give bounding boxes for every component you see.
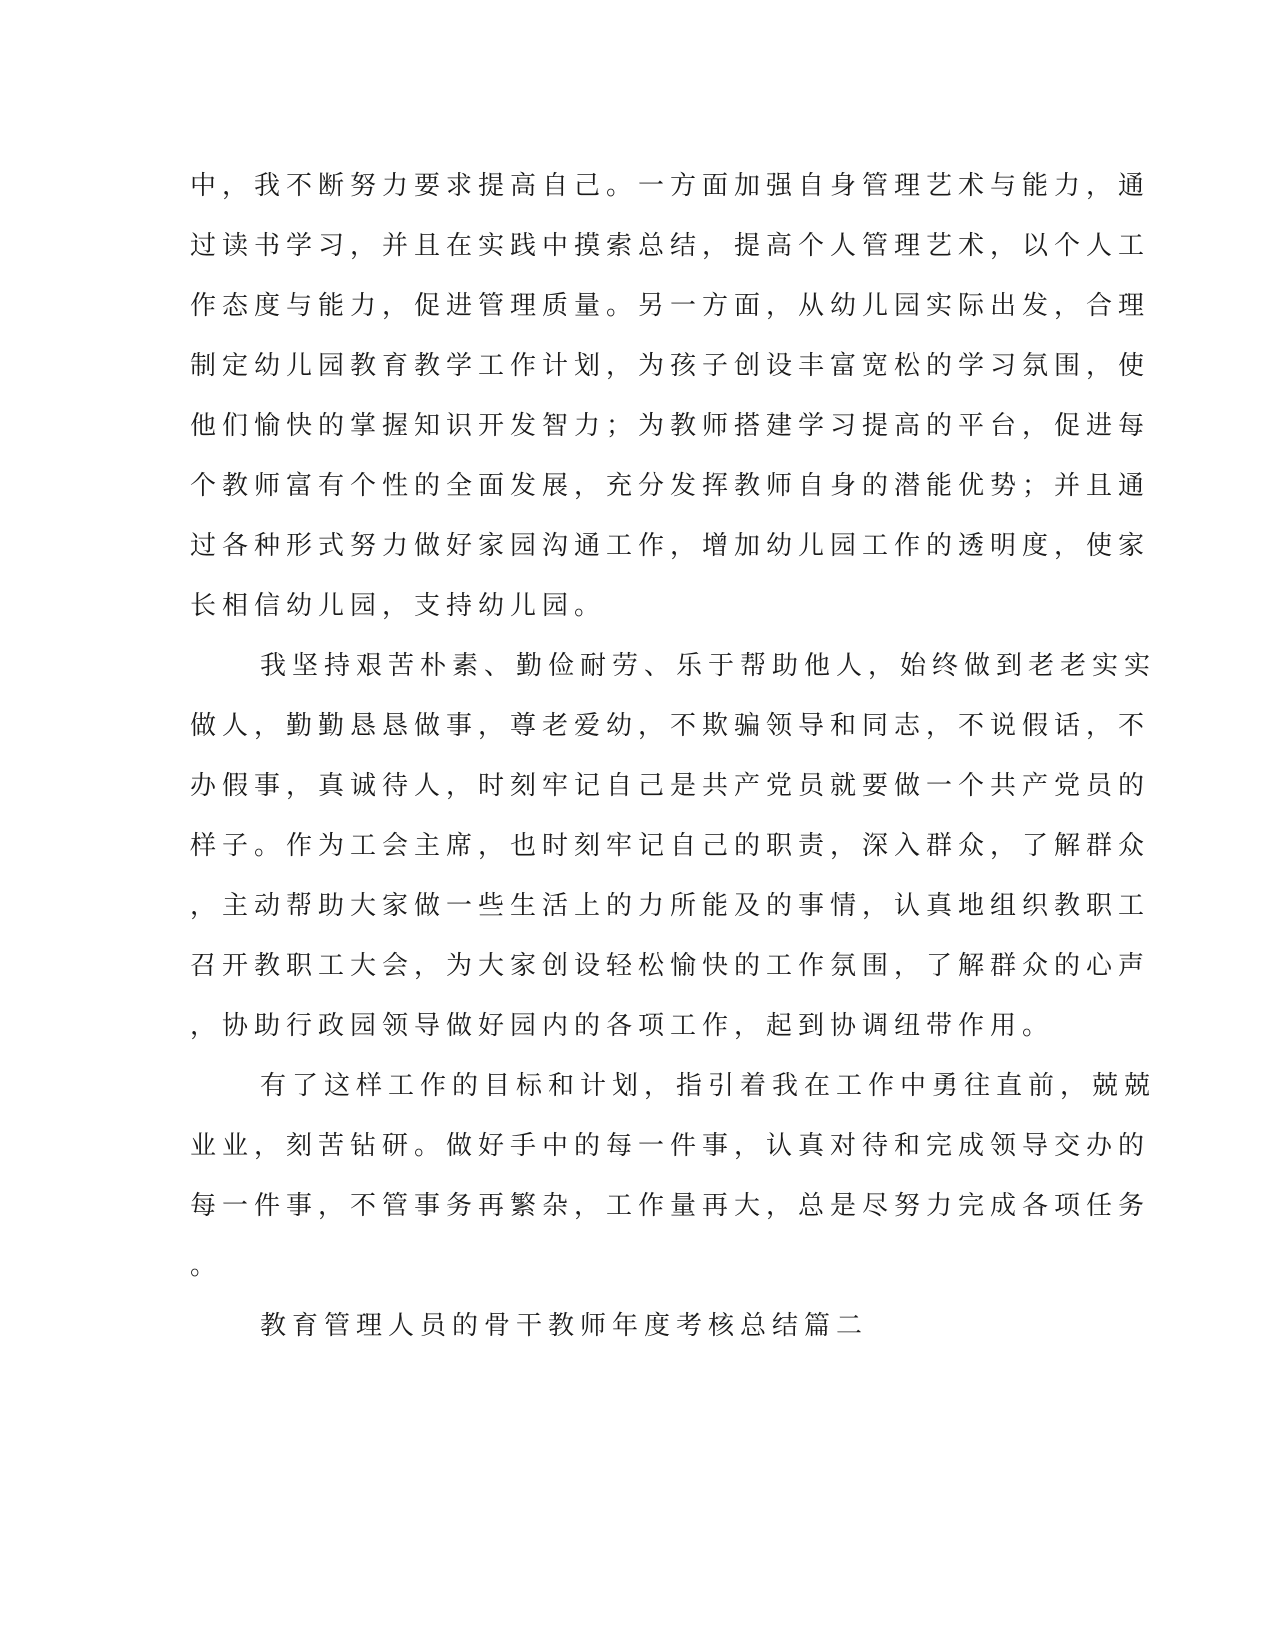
text-line: ，协助行政园领导做好园内的各项工作，起到协调纽带作用。: [190, 1011, 1055, 1041]
text-line: 过读书学习，并且在实践中摸索总结，提高个人管理艺术，以个人工: [190, 231, 1151, 261]
text-line: 过各种形式努力做好家园沟通工作，增加幼儿园工作的透明度，使家: [190, 531, 1151, 561]
text-line: 每一件事，不管事务再繁杂，工作量再大，总是尽努力完成各项任务: [190, 1191, 1151, 1221]
text-line: 样子。作为工会主席，也时刻牢记自己的职责，深入群众，了解群众: [190, 831, 1151, 861]
text-line: 个教师富有个性的全面发展，充分发挥教师自身的潜能优势；并且通: [190, 471, 1151, 501]
paragraph-first-line: 有了这样工作的目标和计划，指引着我在工作中勇往直前，兢兢: [260, 1071, 1157, 1101]
paragraph-first-line: 我坚持艰苦朴素、勤俭耐劳、乐于帮助他人，始终做到老老实实: [260, 651, 1157, 681]
document-body: [190, 156, 1157, 1356]
text-line: ，主动帮助大家做一些生活上的力所能及的事情，认真地组织教职工: [190, 891, 1151, 921]
text-line: 召开教职工大会，为大家创设轻松愉快的工作氛围，了解群众的心声: [190, 951, 1151, 981]
text-line: 长相信幼儿园，支持幼儿园。: [190, 591, 607, 621]
text-line: 他们愉快的掌握知识开发智力；为教师搭建学习提高的平台，促进每: [190, 411, 1151, 441]
text-line: 制定幼儿园教育教学工作计划，为孩子创设丰富宽松的学习氛围，使: [190, 351, 1151, 381]
text-line: 做人，勤勤恳恳做事，尊老爱幼，不欺骗领导和同志，不说假话，不: [190, 711, 1151, 741]
text-line: 业业，刻苦钻研。做好手中的每一件事，认真对待和完成领导交办的: [190, 1131, 1151, 1161]
text-line: 中，我不断努力要求提高自己。一方面加强自身管理艺术与能力，通: [190, 171, 1151, 201]
section-heading: 教育管理人员的骨干教师年度考核总结篇二: [260, 1311, 869, 1341]
text-line: 办假事，真诚待人，时刻牢记自己是共产党员就要做一个共产党员的: [190, 771, 1151, 801]
text-line: 。: [190, 1251, 223, 1281]
text-line: 作态度与能力，促进管理质量。另一方面，从幼儿园实际出发，合理: [190, 291, 1151, 321]
